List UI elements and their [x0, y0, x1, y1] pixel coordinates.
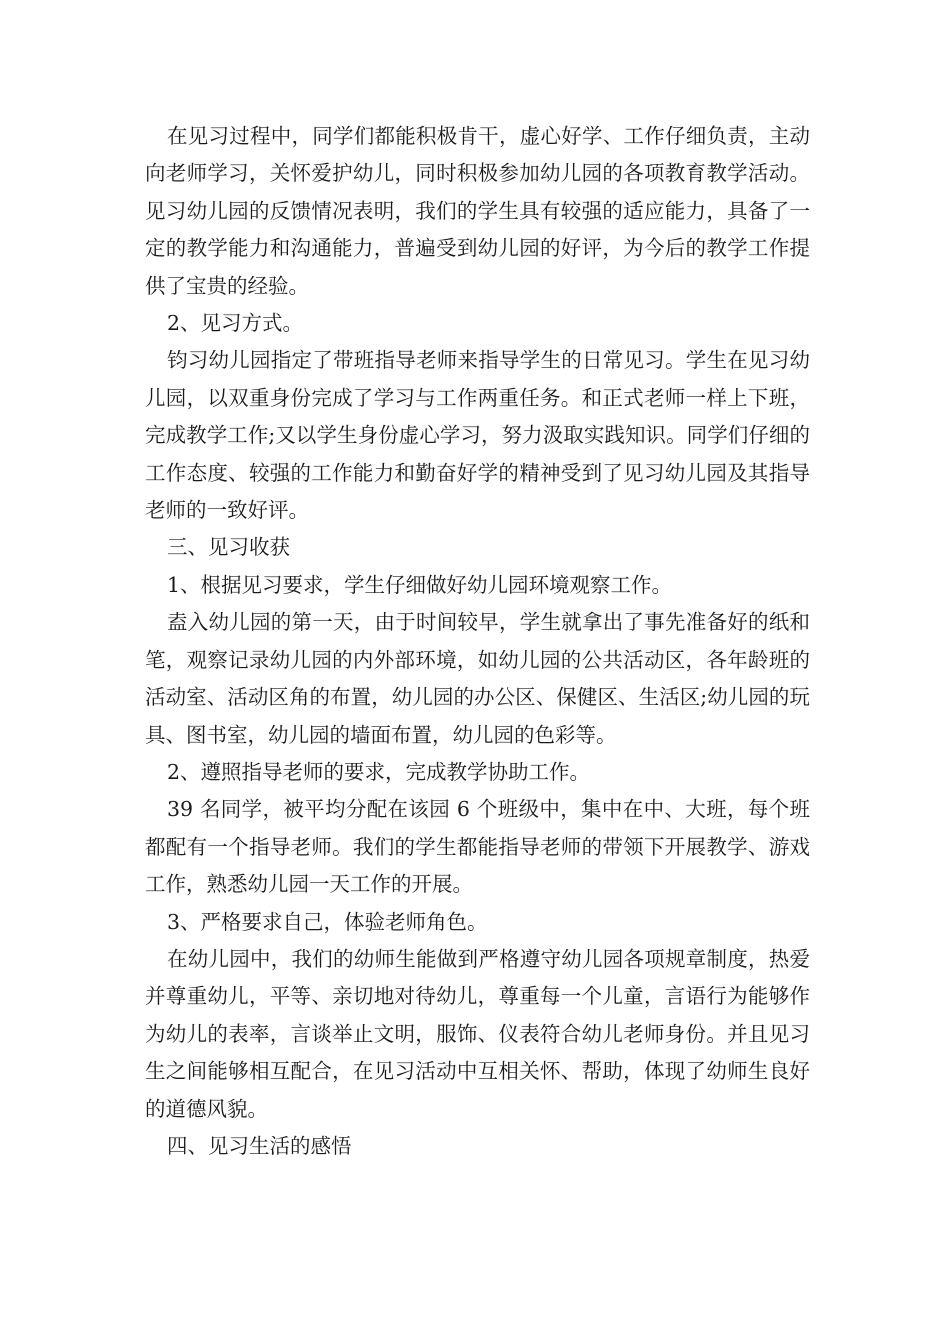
heading-teaching-assistance: 2、遵照指导老师的要求，完成教学协助工作。	[167, 759, 591, 784]
document-body	[145, 118, 810, 1165]
heading-practice-reflections: 四、见习生活的感悟	[167, 1133, 352, 1158]
heading-teacher-role: 3、严格要求自己，体验老师角色。	[167, 909, 488, 934]
paragraph-environment-observation: 盍入幼儿园的第一天，由于时间较早，学生就拿出了事先准备好的纸和笔，观察记录幼儿园的内外部环境，如幼儿园的公共活动区，各年龄班的活动室、活动区角的布置，幼儿园的办公区、保健区、生活区;幼儿园的玩具、图书室，幼儿园的墙面布置，幼儿园的色彩等。	[145, 610, 810, 747]
heading-practice-gains: 三、见习收获	[167, 535, 290, 560]
paragraph-practice-process: 在见习过程中，同学们都能积极肯干，虚心好学、工作仔细负责，主动向老师学习，关怀爱护幼儿，同时积极参加幼儿园的各项教育教学活动。见习幼儿园的反馈情况表明，我们的学生具有较强的适应能力，具备了一定的教学能力和沟通能力，普遍受到幼儿园的好评，为今后的教学工作提供了宝贵的经验。	[145, 124, 810, 298]
paragraph-teaching-assistance: 39 名同学，被平均分配在该园 6 个班级中，集中在中、大班，每个班都配有一个指导老师。我们的学生都能指导老师的带领下开展教学、游戏工作，熟悉幼儿园一天工作的开展。	[145, 797, 810, 897]
paragraph-practice-method: 钧习幼儿园指定了带班指导老师来指导学生的日常见习。学生在见习幼儿园，以双重身份完成了学习与工作两重任务。和正式老师一样上下班，完成教学工作;又以学生身份虚心学习，努力汲取实践知识。同学们仔细的工作态度、较强的工作能力和勤奋好学的精神受到了见习幼儿园及其指导老师的一致好评。	[145, 348, 810, 523]
heading-practice-method: 2、见习方式。	[167, 311, 304, 336]
paragraph-teacher-role: 在幼儿园中，我们的幼师生能做到严格遵守幼儿园各项规章制度，热爱并尊重幼儿，平等、亲切地对待幼儿，尊重每一个儿童，言语行为能够作为幼儿的表率，言谈举止文明，服饰、仪表符合幼儿老师身份。并且见习生之间能够相互配合，在见习活动中互相关怀、帮助，体现了幼师生良好的道德风貌。	[145, 946, 810, 1121]
heading-environment-observation: 1、根据见习要求，学生仔细做好幼儿园环境观察工作。	[167, 572, 673, 597]
